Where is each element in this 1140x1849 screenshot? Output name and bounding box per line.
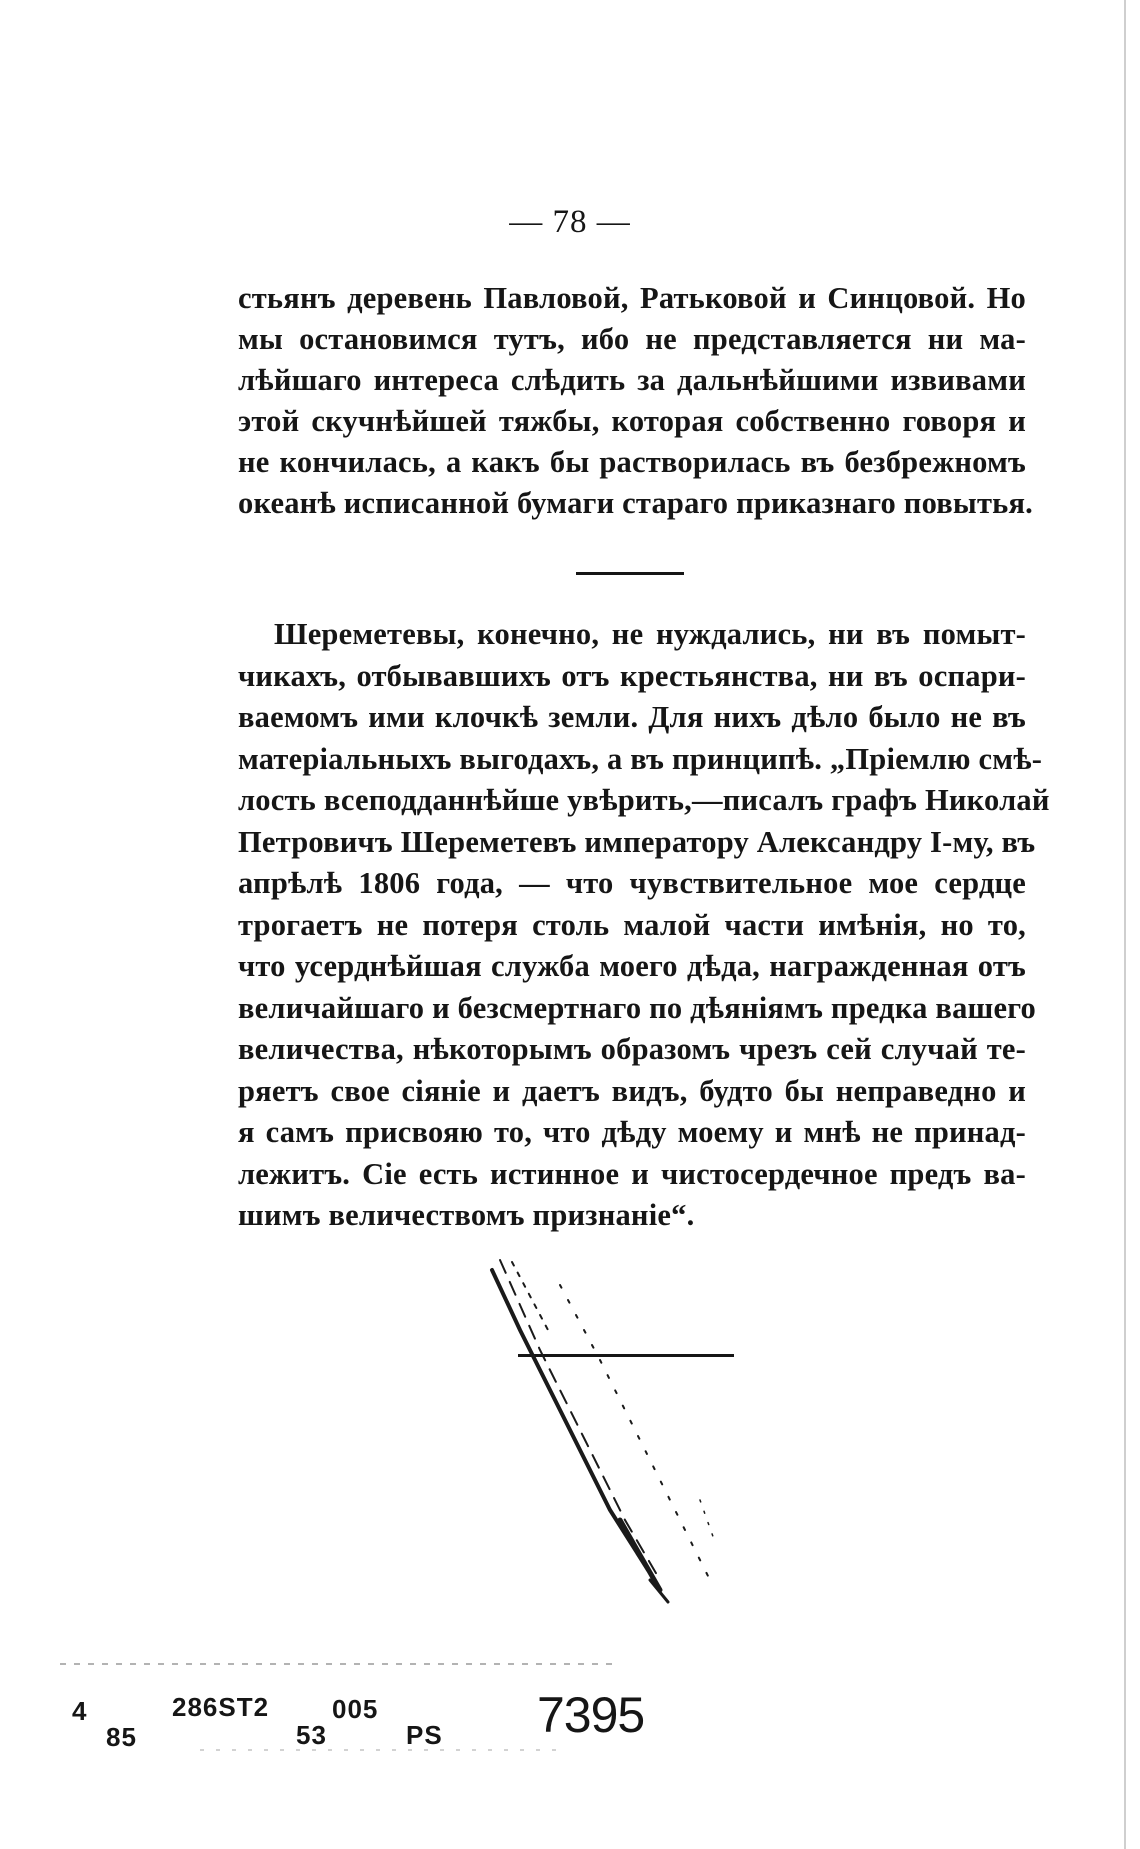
text-line: апрѣлѣ 1806 года, — что чувствительное мое сердце	[238, 866, 1026, 900]
catalog-code: 005	[332, 1694, 379, 1724]
page-number: — 78 —	[509, 204, 631, 240]
text-line: чикахъ, отбывавшихъ отъ крестьянства, ни въ оспари-	[238, 658, 1026, 693]
text-line: Петровичъ Шереметевъ императору Александру I-му, въ	[238, 824, 1036, 859]
text-line: лежитъ. Сіе есть истинное и чистосердечное предъ ва-	[238, 1156, 1026, 1191]
text-line: величайшаго и безсмертнаго по дѣяніямъ предка вашего	[238, 990, 1036, 1025]
text-line: трогаетъ не потеря столь малой части имѣнія, но то,	[238, 907, 1026, 942]
text-line: Шереметевы, конечно, не нуждались, ни въ помыт-	[274, 617, 1026, 651]
catalog-code: 286ST2	[172, 1692, 270, 1722]
text-line: стьянъ деревень Павловой, Ратьковой и Синцовой. Но	[238, 281, 1026, 315]
text-line: матеріальныхъ выгодахъ, а въ принципѣ. „Пріемлю смѣ-	[238, 741, 1043, 776]
catalog-code: 4	[72, 1696, 88, 1726]
catalog-code: PS	[406, 1720, 443, 1750]
text-line: лѣйшаго интереса слѣдить за дальнѣйшими извивами	[238, 363, 1026, 397]
text-line: ряетъ свое сіяніе и даетъ видъ, будто бы неправедно и	[238, 1073, 1026, 1108]
text-line: не кончилась, а какъ бы растворилась въ безбрежномъ	[238, 445, 1026, 479]
text-line: мы остановимся тутъ, ибо не представляется ни ма-	[238, 322, 1026, 356]
text-line: шимъ величествомъ признаніе“.	[238, 1198, 695, 1232]
text-line: этой скучнѣйшей тяжбы, которая собственно говоря и	[238, 404, 1026, 438]
shelfmark: 7395	[537, 1687, 645, 1743]
text-line: я самъ присвояю то, что дѣду моему и мнѣ не принад-	[238, 1115, 1026, 1149]
text-line: величества, нѣкоторымъ образомъ чрезъ сей случай те-	[238, 1032, 1026, 1066]
text-line: лость всеподданнѣйше увѣрить,—писалъ графъ Николай	[238, 783, 1050, 817]
text-line: океанѣ исписанной бумаги стараго приказнаго повытья.	[238, 486, 1033, 520]
text-line: что усерднѣйшая служба моего дѣда, награжденная отъ	[238, 949, 1026, 983]
catalog-code: 53	[296, 1720, 327, 1750]
text-line: ваемомъ ими клочкѣ земли. Для нихъ дѣло было не въ	[238, 700, 1026, 734]
catalog-stamp	[0, 1656, 1140, 1756]
catalog-code: 85	[106, 1722, 137, 1752]
